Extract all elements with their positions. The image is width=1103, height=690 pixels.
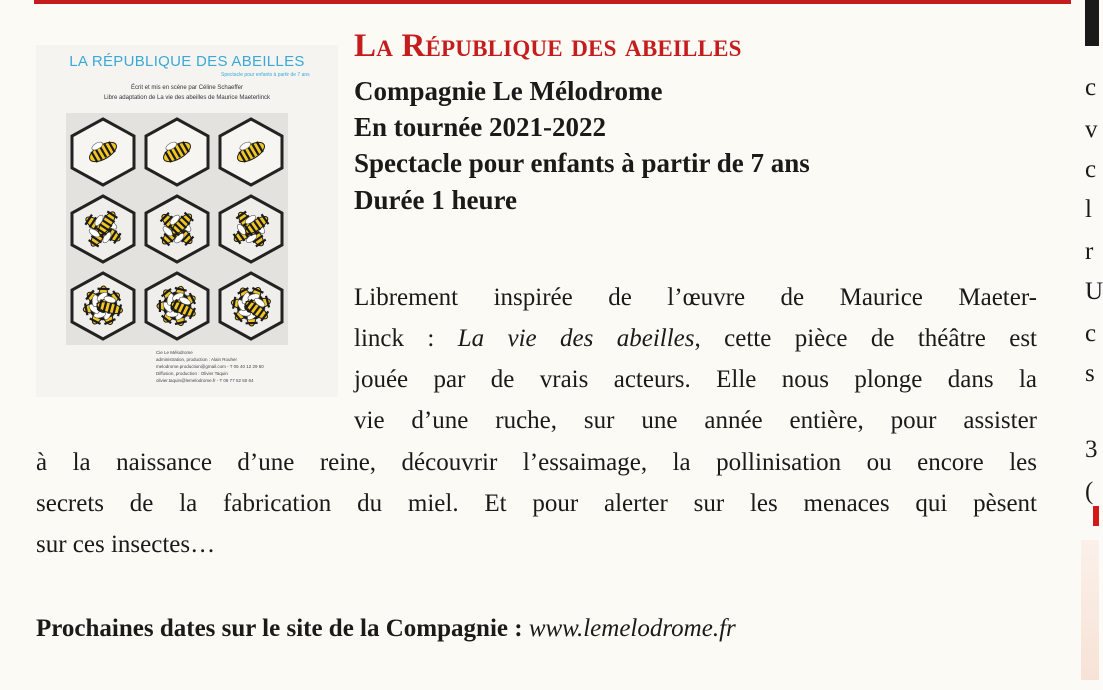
poster-footer-line: olivier.taquin@lemelodrome.fr - T 06 77 52 50 64 [156,378,254,383]
next-column-fragment: l [1085,196,1092,223]
poster-footer-line: administration, production : Alain Rouher [156,357,238,362]
bee-illustration [66,113,140,190]
body-line: jouée par de vrais acteurs. Elle nous plonge dans la [354,366,1037,393]
duration-note: Durée 1 heure [354,185,517,215]
footer-label: Prochaines dates sur le site de la Compagnie : [36,615,529,642]
poster-footer [156,349,336,384]
poster-credit-adaptation: Libre adaptation de La vie des abeilles de Maurice Maeterlinck [103,95,271,101]
body-text: linck : [354,325,458,352]
upcoming-dates-note [36,615,736,643]
poster-footer-line: melodrome.production@gmail.com - T 06 40 12 29 60 [156,364,264,369]
website-link[interactable]: www.lemelodrome.fr [528,615,736,642]
next-column-fragment: U [1085,278,1103,305]
next-column-tint [1081,540,1099,680]
next-column-fragment: c [1085,156,1097,183]
audience-note: Spectacle pour enfants à partir de 7 ans [354,148,810,178]
show-poster [36,45,338,397]
top-red-rule [34,0,1072,4]
next-column-red-mark [1093,506,1099,526]
article-title: La République des abeilles [354,28,742,64]
bee-illustration [214,190,288,267]
next-column-fragment: c [1085,320,1097,347]
body-line: à la naissance d’une reine, découvrir l’essaimage, la pollinisation ou encore les [36,449,1037,476]
next-column-fragment: ( [1085,478,1094,505]
next-column-fragment: c [1085,74,1097,101]
bee-illustration [140,190,214,267]
next-column-fragment: r [1085,238,1094,265]
company-name: Compagnie Le Mélodrome [354,76,663,106]
poster-credit-author: Écrit et mis en scène par Céline Schaeffer [131,85,243,91]
poster-title: LA RÉPUBLIQUE DES ABEILLES [69,53,305,70]
poster-subtitle: Spectacle pour enfants à partir de 7 ans [221,72,310,78]
next-column-tab [1085,0,1099,46]
body-line: vie d’une ruche, sur une année entière, pour assister [354,407,1037,434]
book-title: La vie des abeilles [457,325,695,352]
body-line: secrets de la fabrication du miel. Et pour alerter sur les menaces qui pèsent [36,490,1037,517]
poster-footer-line: Cie Le Mélodrome [156,350,193,355]
tour-dates: En tournée 2021-2022 [354,112,606,142]
bee-illustration [140,267,214,344]
poster-footer-line: Diffusion, production : Olivier Taquin [156,371,228,376]
bee-illustration [214,267,288,344]
body-line: Librement inspirée de l’œuvre de Maurice Maeter- [354,284,1037,311]
bee-hexagon-grid [66,113,288,345]
next-column-fragment: v [1085,116,1098,143]
body-text: , cette pièce de théâtre est [694,325,1037,352]
body-line [354,325,1037,353]
next-column-fragment: 3 [1085,436,1098,463]
next-column-fragment: s [1085,360,1095,387]
bee-illustration [66,267,140,344]
bee-illustration [214,113,288,190]
bee-illustration [66,190,140,267]
bee-illustration [140,113,214,190]
body-line: sur ces insectes… [36,531,216,558]
